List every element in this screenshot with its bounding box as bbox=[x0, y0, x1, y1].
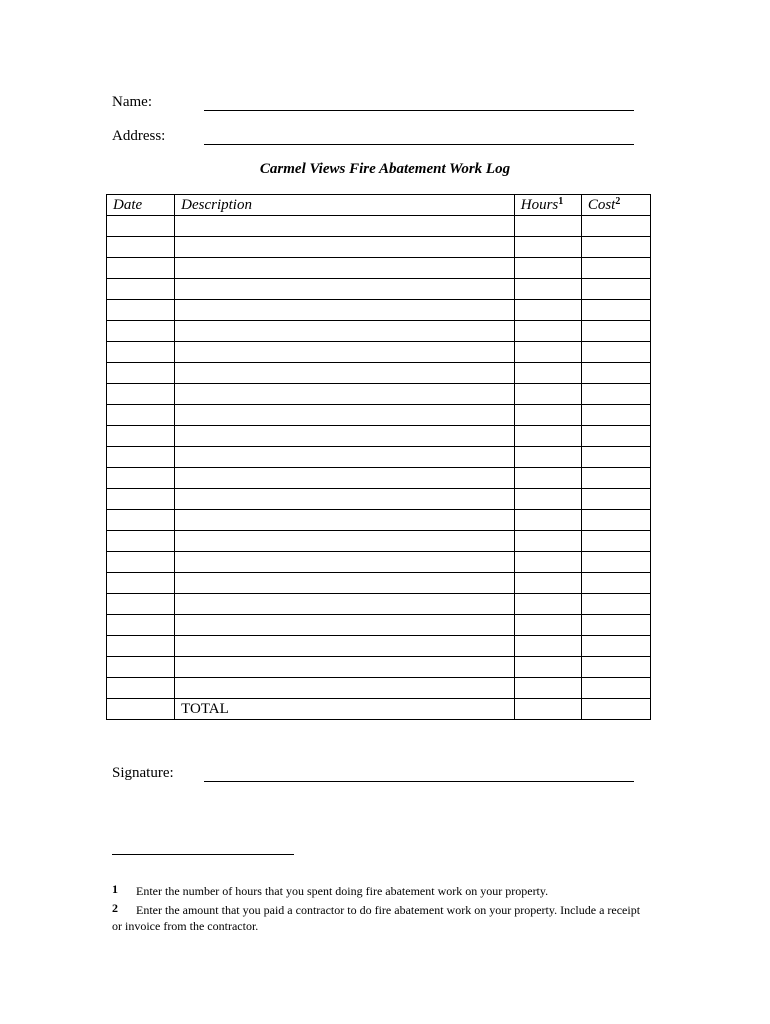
cost-cell[interactable] bbox=[581, 489, 650, 510]
description-cell[interactable] bbox=[175, 216, 515, 237]
hours-cell[interactable] bbox=[514, 489, 581, 510]
table-row bbox=[107, 405, 651, 426]
description-cell[interactable] bbox=[175, 279, 515, 300]
description-cell[interactable] bbox=[175, 657, 515, 678]
date-cell[interactable] bbox=[107, 258, 175, 279]
cost-cell[interactable] bbox=[581, 552, 650, 573]
date-cell[interactable] bbox=[107, 510, 175, 531]
hours-cell[interactable] bbox=[514, 426, 581, 447]
address-label: Address: bbox=[112, 128, 166, 144]
name-label: Name: bbox=[112, 94, 152, 110]
description-cell[interactable] bbox=[175, 363, 515, 384]
hours-cell[interactable] bbox=[514, 636, 581, 657]
footnote-1-text: Enter the number of hours that you spent doing fire abatement work on your property. bbox=[136, 884, 549, 898]
table-row bbox=[107, 300, 651, 321]
date-cell[interactable] bbox=[107, 279, 175, 300]
description-cell[interactable] bbox=[175, 594, 515, 615]
date-cell[interactable] bbox=[107, 678, 175, 699]
hours-header: Hours$^1$ bbox=[514, 195, 581, 216]
footnote-2-text: Enter the amount that you paid a contractor to do fire abatement work on your property. Include a receipt or invoice from the contractor. bbox=[112, 903, 641, 933]
name-field[interactable] bbox=[204, 94, 634, 111]
table-row bbox=[107, 489, 651, 510]
date-cell[interactable] bbox=[107, 468, 175, 489]
footnote-1 bbox=[112, 881, 642, 899]
log-body bbox=[107, 216, 651, 699]
table-row bbox=[107, 384, 651, 405]
hours-cell[interactable] bbox=[514, 657, 581, 678]
log-title: Carmel Views Fire Abatement Work Log bbox=[259, 161, 511, 177]
date-cell[interactable] bbox=[107, 489, 175, 510]
table-row bbox=[107, 426, 651, 447]
cost-cell[interactable] bbox=[581, 405, 650, 426]
description-cell[interactable] bbox=[175, 447, 515, 468]
hours-cell[interactable] bbox=[514, 447, 581, 468]
hours-cell[interactable] bbox=[514, 594, 581, 615]
cost-cell[interactable] bbox=[581, 657, 650, 678]
date-cell[interactable] bbox=[107, 216, 175, 237]
date-cell[interactable] bbox=[107, 636, 175, 657]
date-cell[interactable] bbox=[107, 237, 175, 258]
cost-cell[interactable] bbox=[581, 636, 650, 657]
description-cell[interactable] bbox=[175, 615, 515, 636]
date-header: Date bbox=[107, 195, 175, 216]
footnote-2-number: 2 bbox=[112, 901, 118, 915]
date-cell[interactable] bbox=[107, 342, 175, 363]
cost-cell[interactable] bbox=[581, 342, 650, 363]
description-cell[interactable] bbox=[175, 237, 515, 258]
date-cell[interactable] bbox=[107, 405, 175, 426]
description-cell[interactable] bbox=[175, 300, 515, 321]
description-cell[interactable] bbox=[175, 489, 515, 510]
date-cell[interactable] bbox=[107, 531, 175, 552]
table-row bbox=[107, 321, 651, 342]
description-cell[interactable] bbox=[175, 510, 515, 531]
table-row bbox=[107, 258, 651, 279]
work-log-table bbox=[106, 194, 651, 720]
table-row bbox=[107, 636, 651, 657]
table-row bbox=[107, 615, 651, 636]
table-row bbox=[107, 342, 651, 363]
cost-cell[interactable] bbox=[581, 531, 650, 552]
hours-cell[interactable] bbox=[514, 300, 581, 321]
cost-cell[interactable] bbox=[581, 426, 650, 447]
cost-cell[interactable] bbox=[581, 216, 650, 237]
description-cell[interactable] bbox=[175, 384, 515, 405]
table-row bbox=[107, 678, 651, 699]
description-cell[interactable] bbox=[175, 342, 515, 363]
hours-cell[interactable] bbox=[514, 468, 581, 489]
total-hours-cell[interactable] bbox=[514, 699, 581, 720]
footnote-2 bbox=[112, 900, 642, 934]
table-row bbox=[107, 573, 651, 594]
description-cell[interactable] bbox=[175, 531, 515, 552]
table-row bbox=[107, 552, 651, 573]
description-cell[interactable] bbox=[175, 573, 515, 594]
cost-cell[interactable] bbox=[581, 447, 650, 468]
cost-cell[interactable] bbox=[581, 573, 650, 594]
description-cell[interactable] bbox=[175, 405, 515, 426]
table-row bbox=[107, 657, 651, 678]
cost-cell[interactable] bbox=[581, 468, 650, 489]
footnote-separator bbox=[112, 854, 294, 855]
date-cell[interactable] bbox=[107, 426, 175, 447]
description-cell[interactable] bbox=[175, 468, 515, 489]
date-cell[interactable] bbox=[107, 552, 175, 573]
hours-cell[interactable] bbox=[514, 678, 581, 699]
cost-cell[interactable] bbox=[581, 615, 650, 636]
table-row bbox=[107, 363, 651, 384]
date-cell[interactable] bbox=[107, 300, 175, 321]
description-cell[interactable] bbox=[175, 678, 515, 699]
cost-cell[interactable] bbox=[581, 300, 650, 321]
hours-cell[interactable] bbox=[514, 405, 581, 426]
table-row bbox=[107, 594, 651, 615]
hours-cell[interactable] bbox=[514, 573, 581, 594]
signature-field[interactable] bbox=[204, 765, 634, 782]
date-cell[interactable] bbox=[107, 573, 175, 594]
table-row bbox=[107, 510, 651, 531]
total-date-cell bbox=[107, 699, 175, 720]
date-cell[interactable] bbox=[107, 447, 175, 468]
hours-cell[interactable] bbox=[514, 384, 581, 405]
hours-cell[interactable] bbox=[514, 258, 581, 279]
cost-cell[interactable] bbox=[581, 678, 650, 699]
description-cell[interactable] bbox=[175, 636, 515, 657]
table-row bbox=[107, 447, 651, 468]
cost-cell[interactable] bbox=[581, 384, 650, 405]
cost-cell[interactable] bbox=[581, 363, 650, 384]
cost-cell[interactable] bbox=[581, 510, 650, 531]
table-row bbox=[107, 531, 651, 552]
total-cost-cell[interactable] bbox=[581, 699, 650, 720]
hours-cell[interactable] bbox=[514, 552, 581, 573]
description-cell[interactable] bbox=[175, 258, 515, 279]
hours-cell[interactable] bbox=[514, 216, 581, 237]
hours-cell[interactable] bbox=[514, 237, 581, 258]
date-cell[interactable] bbox=[107, 594, 175, 615]
table-row bbox=[107, 237, 651, 258]
table-header-row bbox=[107, 195, 651, 216]
hours-cell[interactable] bbox=[514, 321, 581, 342]
date-cell[interactable] bbox=[107, 615, 175, 636]
date-cell[interactable] bbox=[107, 384, 175, 405]
hours-cell[interactable] bbox=[514, 342, 581, 363]
cost-cell[interactable] bbox=[581, 321, 650, 342]
description-cell[interactable] bbox=[175, 552, 515, 573]
footnote-1-number: 1 bbox=[112, 882, 118, 896]
description-cell[interactable] bbox=[175, 321, 515, 342]
table-row bbox=[107, 216, 651, 237]
description-header: Description bbox=[175, 195, 515, 216]
hours-footnote-ref: 1 bbox=[558, 196, 564, 207]
hours-cell[interactable] bbox=[514, 279, 581, 300]
date-cell[interactable] bbox=[107, 657, 175, 678]
total-row bbox=[107, 699, 651, 720]
table-row bbox=[107, 279, 651, 300]
cost-footnote-ref: 2 bbox=[615, 196, 621, 207]
date-cell[interactable] bbox=[107, 363, 175, 384]
total-label: TOTAL bbox=[175, 699, 515, 720]
signature-label: Signature: bbox=[112, 765, 174, 781]
hours-cell[interactable] bbox=[514, 615, 581, 636]
cost-header: Cost$^2$ bbox=[581, 195, 650, 216]
hours-cell[interactable] bbox=[514, 531, 581, 552]
cost-cell[interactable] bbox=[581, 279, 650, 300]
description-cell[interactable] bbox=[175, 426, 515, 447]
cost-cell[interactable] bbox=[581, 594, 650, 615]
cost-cell[interactable] bbox=[581, 237, 650, 258]
hours-cell[interactable] bbox=[514, 363, 581, 384]
address-field[interactable] bbox=[204, 128, 634, 145]
cost-cell[interactable] bbox=[581, 258, 650, 279]
date-cell[interactable] bbox=[107, 321, 175, 342]
hours-cell[interactable] bbox=[514, 510, 581, 531]
table-row bbox=[107, 468, 651, 489]
